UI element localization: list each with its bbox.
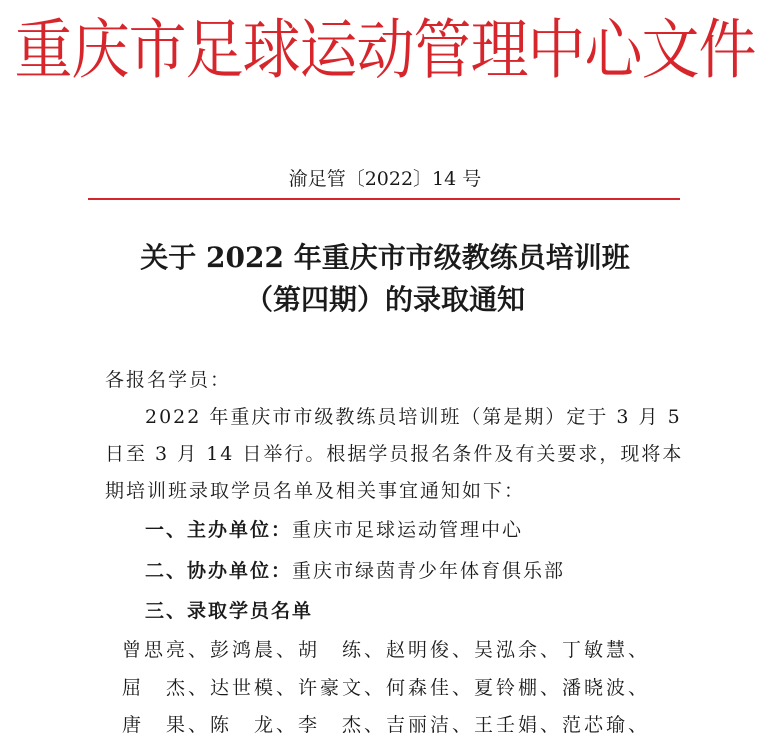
salutation: 各报名学员： [105,369,232,391]
header-title: 重庆市足球运动管理中心文件 [14,11,756,88]
section-co-organizer [145,557,565,585]
notice-title-line-1: 关于 2022 年重庆市市级教练员培训班 [140,241,630,274]
section-content: 重庆市足球运动管理中心 [292,519,524,541]
paragraph-line-2: 日至 3 月 14 日举行。根据学员报名条件及有关要求，现将本 [105,443,684,465]
section-heading: 一、主办单位： [145,519,293,541]
section-admitted-list [145,597,313,625]
notice-title-line-2: （第四期）的录取通知 [244,283,525,316]
name-list-line-1: 曾思亮、彭鸿晨、胡 练、赵明俊、吴泓余、丁敏慧、 [122,639,651,661]
section-content: 重庆市绿茵青少年体育俱乐部 [292,560,566,582]
section-heading: 三、录取学员名单 [145,600,314,622]
paragraph-line-1: 2022 年重庆市市级教练员培训班（第是期）定于 3 月 5 [145,406,682,428]
section-heading: 二、协办单位： [145,560,293,582]
paragraph-line-3: 期培训班录取学员名单及相关事宜通知如下： [105,480,526,502]
name-list-line-3: 唐 果、陈 龙、李 杰、吉丽洁、王壬娟、范芯瑜、 [122,714,651,736]
document-number: 渝足管〔2022〕14 号 [288,168,482,190]
header-divider [88,198,680,200]
section-organizer [145,516,523,544]
name-list-line-2: 屈 杰、达世模、许豪文、何森佳、夏铃棚、潘晓波、 [122,677,651,699]
